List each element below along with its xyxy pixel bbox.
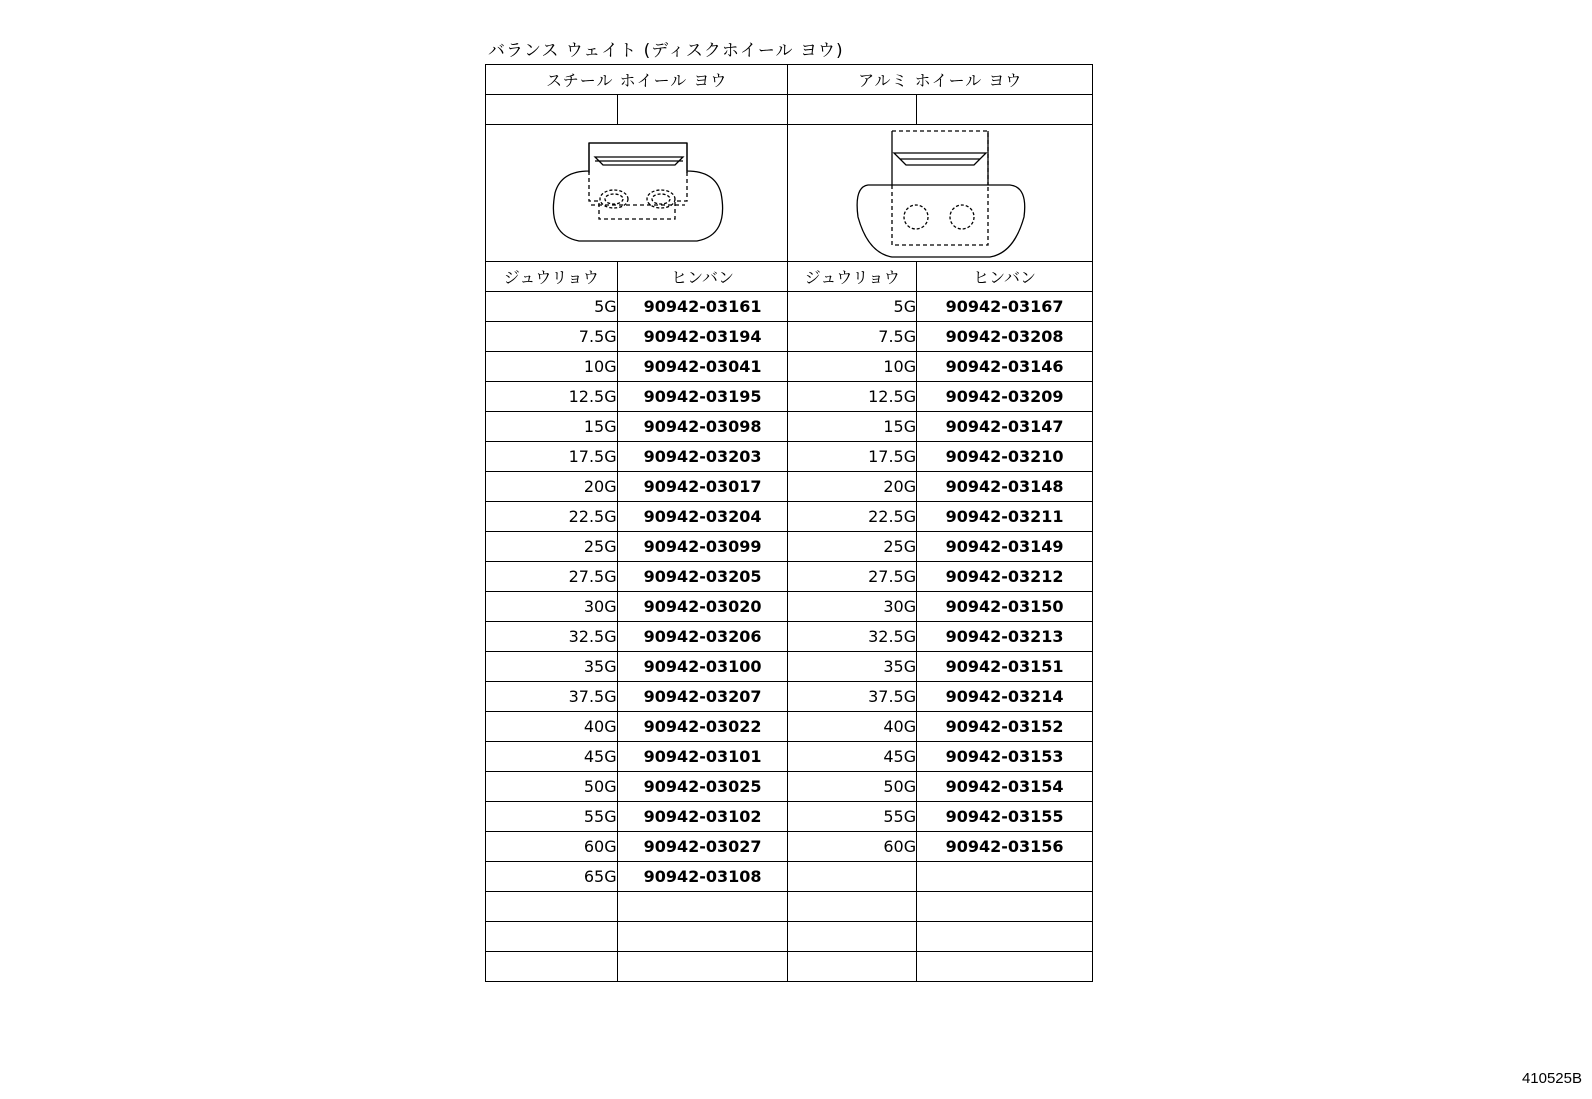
table-row	[486, 622, 1093, 652]
steel-part-number-cell: 90942-03203	[617, 442, 788, 472]
aluminum-part-number-cell: 90942-03213	[917, 622, 1093, 652]
steel-part-number-cell: 90942-03205	[617, 562, 788, 592]
steel-weight-cell: 25G	[486, 532, 618, 562]
steel-part-number-cell: 90942-03102	[617, 802, 788, 832]
aluminum-part-number-cell: 90942-03167	[917, 292, 1093, 322]
blank-cell	[788, 95, 917, 125]
steel-weight-cell: 55G	[486, 802, 618, 832]
steel-part-number-cell: 90942-03041	[617, 352, 788, 382]
blank-cell	[486, 95, 618, 125]
table-row	[486, 652, 1093, 682]
aluminum-part-number-cell	[917, 952, 1093, 982]
table-row	[486, 892, 1093, 922]
steel-part-number-cell	[617, 922, 788, 952]
table-row	[486, 562, 1093, 592]
aluminum-weight-cell: 27.5G	[788, 562, 917, 592]
table-row	[486, 322, 1093, 352]
table-row	[486, 742, 1093, 772]
aluminum-weight-cell: 32.5G	[788, 622, 917, 652]
aluminum-part-number-cell: 90942-03210	[917, 442, 1093, 472]
blank-cell	[917, 95, 1093, 125]
table-row	[486, 532, 1093, 562]
aluminum-part-number-cell	[917, 922, 1093, 952]
steel-weight-cell: 12.5G	[486, 382, 618, 412]
table-row	[486, 712, 1093, 742]
steel-weight-cell	[486, 922, 618, 952]
aluminum-wheel-header: アルミ ホイール ヨウ	[788, 65, 1093, 95]
steel-weight-cell: 50G	[486, 772, 618, 802]
aluminum-weight-cell	[788, 952, 917, 982]
steel-part-number-cell: 90942-03195	[617, 382, 788, 412]
steel-weight-cell: 22.5G	[486, 502, 618, 532]
aluminum-weight-cell	[788, 892, 917, 922]
steel-weight-cell: 35G	[486, 652, 618, 682]
steel-wheel-header: スチール ホイール ヨウ	[486, 65, 788, 95]
aluminum-part-number-cell: 90942-03153	[917, 742, 1093, 772]
figure-code: 410525B	[1521, 1070, 1582, 1087]
steel-part-number-cell: 90942-03017	[617, 472, 788, 502]
section-header-row	[486, 65, 1093, 95]
aluminum-weight-cell: 10G	[788, 352, 917, 382]
table-row	[486, 502, 1093, 532]
steel-wheel-weight-icon	[537, 133, 737, 253]
aluminum-weight-cell: 17.5G	[788, 442, 917, 472]
table-row	[486, 472, 1093, 502]
aluminum-part-number-cell: 90942-03212	[917, 562, 1093, 592]
steel-weight-cell: 30G	[486, 592, 618, 622]
steel-part-number-cell: 90942-03098	[617, 412, 788, 442]
steel-part-number-cell: 90942-03022	[617, 712, 788, 742]
blank-cell	[617, 95, 788, 125]
aluminum-weight-cell: 25G	[788, 532, 917, 562]
table-row	[486, 442, 1093, 472]
blank-row	[486, 95, 1093, 125]
aluminum-part-number-cell: 90942-03214	[917, 682, 1093, 712]
steel-part-number-cell: 90942-03099	[617, 532, 788, 562]
aluminum-weight-cell: 37.5G	[788, 682, 917, 712]
aluminum-weight-cell: 60G	[788, 832, 917, 862]
aluminum-part-number-cell: 90942-03149	[917, 532, 1093, 562]
aluminum-weight-header: ジュウリョウ	[788, 262, 917, 292]
steel-weight-cell	[486, 892, 618, 922]
aluminum-part-number-cell: 90942-03211	[917, 502, 1093, 532]
aluminum-part-number-cell: 90942-03152	[917, 712, 1093, 742]
steel-weight-cell	[486, 952, 618, 982]
steel-part-number-cell: 90942-03100	[617, 652, 788, 682]
column-header-row	[486, 262, 1093, 292]
table-row	[486, 292, 1093, 322]
aluminum-wheel-weight-icon	[840, 125, 1040, 261]
illustration-row	[486, 125, 1093, 262]
steel-weight-cell: 32.5G	[486, 622, 618, 652]
aluminum-weight-cell: 45G	[788, 742, 917, 772]
table-row	[486, 592, 1093, 622]
aluminum-weight-cell: 20G	[788, 472, 917, 502]
steel-part-number-cell: 90942-03161	[617, 292, 788, 322]
aluminum-weight-cell: 40G	[788, 712, 917, 742]
aluminum-part-number-cell: 90942-03148	[917, 472, 1093, 502]
aluminum-part-number-cell	[917, 892, 1093, 922]
table-row	[486, 922, 1093, 952]
aluminum-part-header: ヒンバン	[917, 262, 1093, 292]
table-row	[486, 952, 1093, 982]
steel-part-number-cell: 90942-03207	[617, 682, 788, 712]
steel-weight-cell: 7.5G	[486, 322, 618, 352]
aluminum-weight-cell: 15G	[788, 412, 917, 442]
aluminum-weight-cell	[788, 922, 917, 952]
table-row	[486, 772, 1093, 802]
aluminum-part-number-cell: 90942-03209	[917, 382, 1093, 412]
aluminum-part-number-cell: 90942-03147	[917, 412, 1093, 442]
table-row	[486, 802, 1093, 832]
aluminum-weight-cell: 22.5G	[788, 502, 917, 532]
aluminum-weight-cell: 35G	[788, 652, 917, 682]
aluminum-weight-cell: 50G	[788, 772, 917, 802]
steel-illustration-cell	[486, 125, 788, 262]
steel-part-number-cell: 90942-03206	[617, 622, 788, 652]
aluminum-part-number-cell: 90942-03146	[917, 352, 1093, 382]
aluminum-weight-cell: 55G	[788, 802, 917, 832]
table-row	[486, 382, 1093, 412]
steel-part-number-cell	[617, 952, 788, 982]
aluminum-weight-cell: 5G	[788, 292, 917, 322]
table-row	[486, 682, 1093, 712]
steel-weight-cell: 20G	[486, 472, 618, 502]
steel-weight-header: ジュウリョウ	[486, 262, 618, 292]
steel-weight-cell: 17.5G	[486, 442, 618, 472]
aluminum-illustration-cell	[788, 125, 1093, 262]
aluminum-weight-cell: 12.5G	[788, 382, 917, 412]
steel-part-number-cell: 90942-03025	[617, 772, 788, 802]
steel-weight-cell: 27.5G	[486, 562, 618, 592]
aluminum-part-number-cell: 90942-03151	[917, 652, 1093, 682]
steel-weight-cell: 37.5G	[486, 682, 618, 712]
steel-part-header: ヒンバン	[617, 262, 788, 292]
steel-part-number-cell: 90942-03027	[617, 832, 788, 862]
aluminum-weight-cell	[788, 862, 917, 892]
aluminum-part-number-cell: 90942-03156	[917, 832, 1093, 862]
steel-weight-cell: 10G	[486, 352, 618, 382]
aluminum-part-number-cell: 90942-03154	[917, 772, 1093, 802]
steel-weight-cell: 40G	[486, 712, 618, 742]
balance-weight-table	[485, 64, 1093, 982]
steel-weight-cell: 5G	[486, 292, 618, 322]
aluminum-part-number-cell: 90942-03155	[917, 802, 1093, 832]
table-row	[486, 352, 1093, 382]
steel-weight-cell: 15G	[486, 412, 618, 442]
steel-weight-cell: 65G	[486, 862, 618, 892]
steel-weight-cell: 45G	[486, 742, 618, 772]
steel-part-number-cell	[617, 892, 788, 922]
table-row	[486, 862, 1093, 892]
aluminum-weight-cell: 7.5G	[788, 322, 917, 352]
steel-part-number-cell: 90942-03204	[617, 502, 788, 532]
table-row	[486, 412, 1093, 442]
steel-part-number-cell: 90942-03020	[617, 592, 788, 622]
aluminum-weight-cell: 30G	[788, 592, 917, 622]
table-row	[486, 832, 1093, 862]
steel-part-number-cell: 90942-03108	[617, 862, 788, 892]
aluminum-part-number-cell: 90942-03208	[917, 322, 1093, 352]
steel-part-number-cell: 90942-03101	[617, 742, 788, 772]
page-title: バランス ウェイト (ディスクホイール ヨウ)	[488, 41, 844, 61]
aluminum-part-number-cell	[917, 862, 1093, 892]
steel-part-number-cell: 90942-03194	[617, 322, 788, 352]
steel-weight-cell: 60G	[486, 832, 618, 862]
aluminum-part-number-cell: 90942-03150	[917, 592, 1093, 622]
